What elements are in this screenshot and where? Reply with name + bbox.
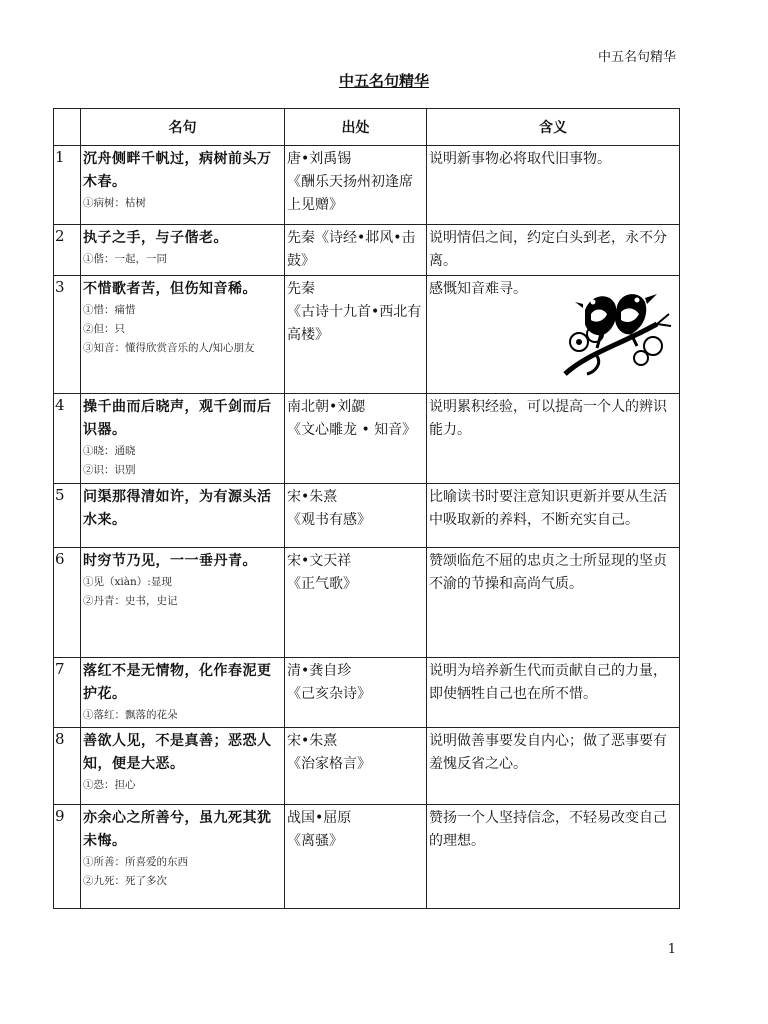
row-number: 6 — [54, 548, 81, 658]
quote-cell — [81, 225, 285, 276]
quote-text: 不惜歌者苦，但伤知音稀。 — [83, 281, 257, 297]
table-row — [54, 728, 680, 805]
source-line: 《古诗十九首•西北有高楼》 — [287, 304, 422, 343]
source-cell — [285, 225, 427, 276]
meaning-cell — [427, 728, 680, 805]
source-line: 《观书有感》 — [287, 512, 371, 528]
meaning-text: 说明新事物必将取代旧事物。 — [429, 151, 611, 167]
annotation-note: ①恐：担心 — [83, 779, 136, 791]
annotation-note: ①晓：通晓 — [83, 445, 136, 457]
quote-cell — [81, 728, 285, 805]
row-number: 4 — [54, 394, 81, 484]
quote-text: 沉舟侧畔千帆过，病树前头万木春。 — [83, 151, 272, 190]
column-header-source: 出处 — [285, 109, 427, 146]
meaning-cell — [427, 658, 680, 728]
row-number: 2 — [54, 225, 81, 276]
quote-text: 执子之手，与子偕老。 — [83, 230, 228, 246]
table-row — [54, 484, 680, 548]
source-line: 唐•刘禹锡 — [287, 151, 352, 167]
source-line: 《己亥杂诗》 — [287, 686, 371, 702]
running-header: 中五名句精华 — [597, 50, 676, 65]
quote-text: 亦余心之所善兮，虽九死其犹未悔。 — [83, 810, 272, 849]
row-number: 7 — [54, 658, 81, 728]
row-number: 5 — [54, 484, 81, 548]
meaning-text: 说明情侣之间，约定白头到老，永不分离。 — [429, 230, 667, 269]
row-number: 8 — [54, 728, 81, 805]
row-number: 1 — [54, 146, 81, 225]
meaning-cell — [427, 146, 680, 225]
column-header-number — [54, 109, 81, 146]
source-line: 先秦 — [287, 281, 315, 297]
row-number: 9 — [54, 805, 81, 909]
meaning-cell — [427, 805, 680, 909]
quote-cell — [81, 146, 285, 225]
source-line: 《酬乐天扬州初逢席上见赠》 — [287, 174, 413, 213]
quote-text: 时穷节乃见，一一垂丹青。 — [83, 553, 257, 569]
table-row — [54, 805, 680, 909]
quote-cell — [81, 484, 285, 548]
source-line: 先秦《诗经•邶风•击鼓》 — [287, 230, 416, 269]
quote-text: 善欲人见，不是真善；恶恐人知，便是大恶。 — [83, 733, 272, 772]
quote-text: 问渠那得清如许，为有源头活水来。 — [83, 489, 272, 528]
meaning-cell — [427, 276, 680, 394]
source-cell — [285, 484, 427, 548]
page-number: 1 — [667, 942, 676, 957]
meaning-cell — [427, 548, 680, 658]
source-line: 《离骚》 — [287, 833, 343, 849]
table-row — [54, 276, 680, 394]
meaning-text: 比喻读书时要注意知识更新并要从生活中吸取新的养料，不断充实自己。 — [429, 489, 667, 528]
annotation-note: ①所善：所喜爱的东西 — [83, 856, 188, 868]
quote-text: 操千曲而后晓声，观千剑而后识器。 — [83, 399, 272, 438]
annotation-note: ①惜：痛惜 — [83, 304, 136, 316]
quote-text: 落红不是无情物，化作春泥更护花。 — [83, 663, 272, 702]
annotation-note: ③知音：懂得欣赏音乐的人/知心朋友 — [83, 342, 255, 354]
page-title-text: 中五名句精华 — [338, 72, 429, 90]
source-cell — [285, 276, 427, 394]
annotation-note: ②丹青：史书，史记 — [83, 595, 178, 607]
annotation-note: ①落红：飘落的花朵 — [83, 709, 178, 721]
meaning-cell — [427, 484, 680, 548]
column-header-quote: 名句 — [81, 109, 285, 146]
column-header-meaning: 含义 — [427, 109, 680, 146]
meaning-text: 说明做善事要发自内心；做了恶事要有羞愧反省之心。 — [429, 733, 667, 772]
meaning-text: 说明为培养新生代而贡献自己的力量，即使牺牲自己也在所不惜。 — [429, 663, 667, 702]
table-row — [54, 225, 680, 276]
meaning-cell — [427, 394, 680, 484]
quote-cell — [81, 394, 285, 484]
meaning-text: 说明累积经验，可以提高一个人的辨识能力。 — [429, 399, 667, 438]
page-title — [0, 70, 768, 91]
source-cell — [285, 394, 427, 484]
annotation-note: ②九死：死了多次 — [83, 875, 167, 887]
source-cell — [285, 548, 427, 658]
source-cell — [285, 805, 427, 909]
source-cell — [285, 728, 427, 805]
table-row — [54, 146, 680, 225]
source-line: 《正气歌》 — [287, 576, 357, 592]
birds-clipart-icon — [557, 284, 675, 382]
source-line: 战国•屈原 — [287, 810, 352, 826]
quote-cell — [81, 658, 285, 728]
table-row — [54, 394, 680, 484]
source-line: 宋•文天祥 — [287, 553, 352, 569]
meaning-cell — [427, 225, 680, 276]
annotation-note: ①见（xiàn）:显现 — [83, 576, 172, 588]
quotes-table — [53, 108, 680, 909]
source-line: 《文心雕龙 • 知音》 — [287, 422, 417, 438]
source-line: 《治家格言》 — [287, 756, 371, 772]
quote-cell — [81, 276, 285, 394]
table-row — [54, 548, 680, 658]
source-line: 清•龚自珍 — [287, 663, 352, 679]
table-row — [54, 658, 680, 728]
meaning-text: 赞扬一个人坚持信念，不轻易改变自己的理想。 — [429, 810, 667, 849]
annotation-note: ②但：只 — [83, 323, 125, 335]
source-line: 南北朝•刘勰 — [287, 399, 366, 415]
meaning-text: 赞颂临危不屈的忠贞之士所显现的坚贞不渝的节操和高尚气质。 — [429, 553, 667, 592]
annotation-note: ①偕：一起，一同 — [83, 253, 167, 265]
annotation-note: ②识：识别 — [83, 464, 136, 476]
source-line: 宋•朱熹 — [287, 489, 338, 505]
source-cell — [285, 146, 427, 225]
table-header-row — [54, 109, 680, 146]
source-line: 宋•朱熹 — [287, 733, 338, 749]
source-cell — [285, 658, 427, 728]
quote-cell — [81, 548, 285, 658]
meaning-text: 感慨知音难寻。 — [429, 281, 527, 297]
row-number: 3 — [54, 276, 81, 394]
annotation-note: ①病树：枯树 — [83, 197, 146, 209]
quote-cell — [81, 805, 285, 909]
